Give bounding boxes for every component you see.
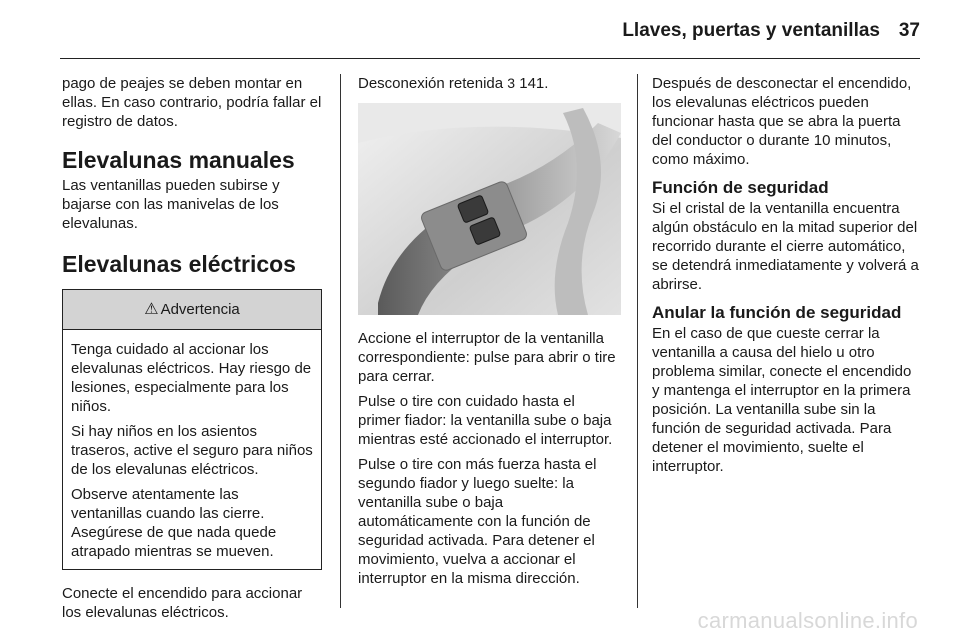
column-left: [62, 74, 325, 622]
retained-power-text: Desconexión retenida: [358, 75, 504, 92]
warning-paragraph: Tenga cuidado al accionar los elevalunas eléctricos. Hay riesgo de lesiones, especialmente para los niños.: [71, 341, 312, 415]
switch-operation-paragraph: Accione el interruptor de la ventanilla correspondiente: pulse para abrir o tire para cerrar.: [358, 330, 616, 385]
ignition-paragraph: Conecte el encendido para accionar los elevalunas eléctricos.: [62, 585, 303, 621]
watermark: carmanualsonline.info: [697, 608, 918, 633]
column-right: [652, 74, 920, 476]
manual-windows-heading: Elevalunas manuales: [62, 147, 295, 173]
warning-paragraph: Si hay niños en los asientos traseros, active el seguro para niños de los elevalunas eléctricos.: [71, 423, 313, 478]
page-header: [0, 0, 960, 62]
override-safety-text: En el caso de que cueste cerrar la ventanilla a causa del hielo u otro problema similar, conecte el encendido y mantenga el interruptor en la primera posición. La ventanilla sube sin la función de seguridad activada. Para detener el movimiento, suelte el interruptor.: [652, 325, 912, 475]
page-number: 37: [898, 20, 920, 41]
override-safety-heading: Anular la función de seguridad: [652, 303, 902, 322]
column-middle: [358, 74, 621, 588]
warning-header: [63, 290, 321, 330]
safety-function-text: Si el cristal de la ventanilla encuentra algún obstáculo en la mitad superior del recorrido durante el cierre automático, se detendrá inmediatamente y volverá a abrirse.: [652, 200, 919, 293]
intro-paragraph: pago de peajes se deben montar en ellas. En caso contrario, podría fallar el registro de datos.: [62, 75, 322, 130]
safety-function-heading: Función de seguridad: [652, 178, 829, 197]
window-switch-photo: [358, 103, 621, 315]
first-detent-paragraph: Pulse o tire con cuidado hasta el primer fiador: la ventanilla sube o baja mientras esté accionado el interruptor.: [358, 393, 613, 448]
page-reference-icon: 3: [507, 75, 516, 91]
after-ignition-paragraph: Después de desconectar el encendido, los elevalunas eléctricos pueden funcionar hasta que se abra la puerta del conductor o durante 10 minutos, como máximo.: [652, 75, 912, 168]
reference-page-number: 141.: [519, 75, 549, 92]
warning-triangle-icon: ⚠: [144, 301, 159, 318]
warning-body: [63, 330, 321, 569]
manual-windows-text: Las ventanillas pueden subirse y bajarse con las manivelas de los elevalunas.: [62, 177, 280, 232]
second-detent-paragraph: Pulse o tire con más fuerza hasta el segundo fiador y luego suelte: la ventanilla sube o baja automáticamente con la función de seguridad activada. Para detener el movimiento, vuelva a accionar el interruptor en la misma dirección.: [358, 456, 597, 587]
column-divider-1: [340, 74, 341, 608]
warning-box: [62, 289, 322, 570]
chapter-title: Llaves, puertas y ventanillas: [622, 20, 880, 41]
warning-title: Advertencia: [160, 301, 240, 318]
column-divider-2: [637, 74, 638, 608]
electric-windows-heading: Elevalunas eléctricos: [62, 251, 296, 277]
header-divider: [60, 58, 920, 59]
retained-power-reference: [358, 74, 621, 93]
warning-paragraph: Observe atentamente las ventanillas cuando las cierre. Asegúrese de que nada quede atrapado mientras se mueven.: [71, 486, 277, 560]
